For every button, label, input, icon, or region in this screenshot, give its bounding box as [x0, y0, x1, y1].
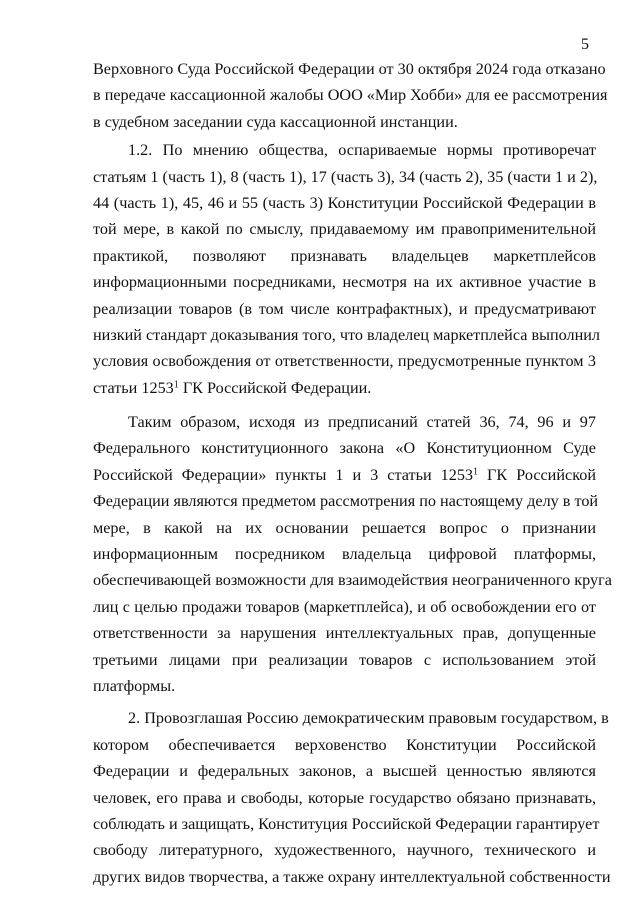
text-fragment: ГК Российской: [478, 465, 596, 484]
paragraph-conclusion: [93, 409, 612, 699]
text-line: статьям 1 (часть 1), 8 (часть 1), 17 (часть 3), 34 (часть 2), 35 (части 1 и 2),: [93, 167, 598, 186]
paragraph-1-2: [93, 137, 601, 401]
text-fragment: Российской Федерации» пункты 1 и 3 статьи 1253: [93, 465, 474, 484]
text-fragment: ГК Российской Федерации.: [178, 378, 372, 397]
text-fragment: статьи 1253: [93, 378, 174, 397]
superscript: 1: [473, 466, 479, 478]
text-line: мере, в какой на их основании решается вопрос о признании: [93, 518, 596, 537]
text-line: обеспечивающей возможности для взаимодействия неограниченного круга: [93, 571, 612, 590]
text-line: Федерации и федеральных законов, а высшей ценностью являются: [93, 762, 596, 781]
text-line: ответственности за нарушения интеллектуальных прав, допущенные: [93, 624, 596, 643]
text-line: 1.2. По мнению общества, оспариваемые нормы противоречат: [128, 141, 596, 160]
document-body: [93, 56, 612, 890]
text-line: свободу литературного, художественного, научного, технического и: [93, 841, 596, 860]
text-line: лиц с целью продажи товаров (маркетплейса), и об освобождении его от: [93, 597, 596, 616]
text-line: [93, 375, 596, 401]
superscript: 1: [173, 379, 179, 391]
text-line: 44 (часть 1), 45, 46 и 55 (часть 3) Конституции Российской Федерации в: [93, 193, 596, 212]
text-line: платформы.: [93, 676, 176, 695]
text-line: условия освобождения от ответственности, предусмотренные пунктом 3: [93, 352, 596, 371]
text-line: практикой, позволяют признавать владельцев маркетплейсов: [93, 246, 596, 265]
text-line: 2. Провозглашая Россию демократическим правовым государством, в: [128, 709, 609, 728]
text-line: Федерации являются предметом рассмотрения по настоящему делу в той: [93, 492, 599, 511]
text-line: других видов творчества, а также охрану интеллектуальной собственности: [93, 867, 611, 886]
text-line: котором обеспечивается верховенство Конституции Российской: [93, 735, 596, 754]
text-line: низкий стандарт доказывания того, что владелец маркетплейса выполнил: [93, 325, 601, 344]
text-line: третьими лицами при реализации товаров с использованием этой: [93, 650, 596, 669]
text-line: в передаче кассационной жалобы ООО «Мир Хобби» для ее рассмотрения: [93, 86, 608, 105]
paragraph-continuation: [93, 56, 608, 135]
text-line: реализации товаров (в том числе контрафактных), и предусматривают: [93, 299, 596, 318]
text-line: в судебном заседании суда кассационной инстанции.: [93, 112, 458, 131]
text-line: информационными посредниками, несмотря на их активное участие в: [93, 273, 596, 292]
text-line: соблюдать и защищать, Конституция Российской Федерации гарантирует: [93, 814, 600, 833]
text-line: Таким образом, исходя из предписаний статей 36, 74, 96 и 97: [128, 413, 596, 432]
page-number: 5: [581, 36, 589, 53]
text-line: той мере, в какой по смыслу, придаваемому им правоприменительной: [93, 220, 596, 239]
text-line: Верховного Суда Российской Федерации от 30 октября 2024 года отказано: [93, 60, 606, 78]
text-line: информационным посредником владельца цифровой платформы,: [93, 545, 596, 564]
text-line: Федерального конституционного закона «О Конституционном Суде: [93, 439, 596, 458]
paragraph-2: [93, 705, 611, 890]
text-line: [93, 462, 596, 488]
text-line: человек, его права и свободы, которые государство обязано признавать,: [93, 788, 596, 807]
